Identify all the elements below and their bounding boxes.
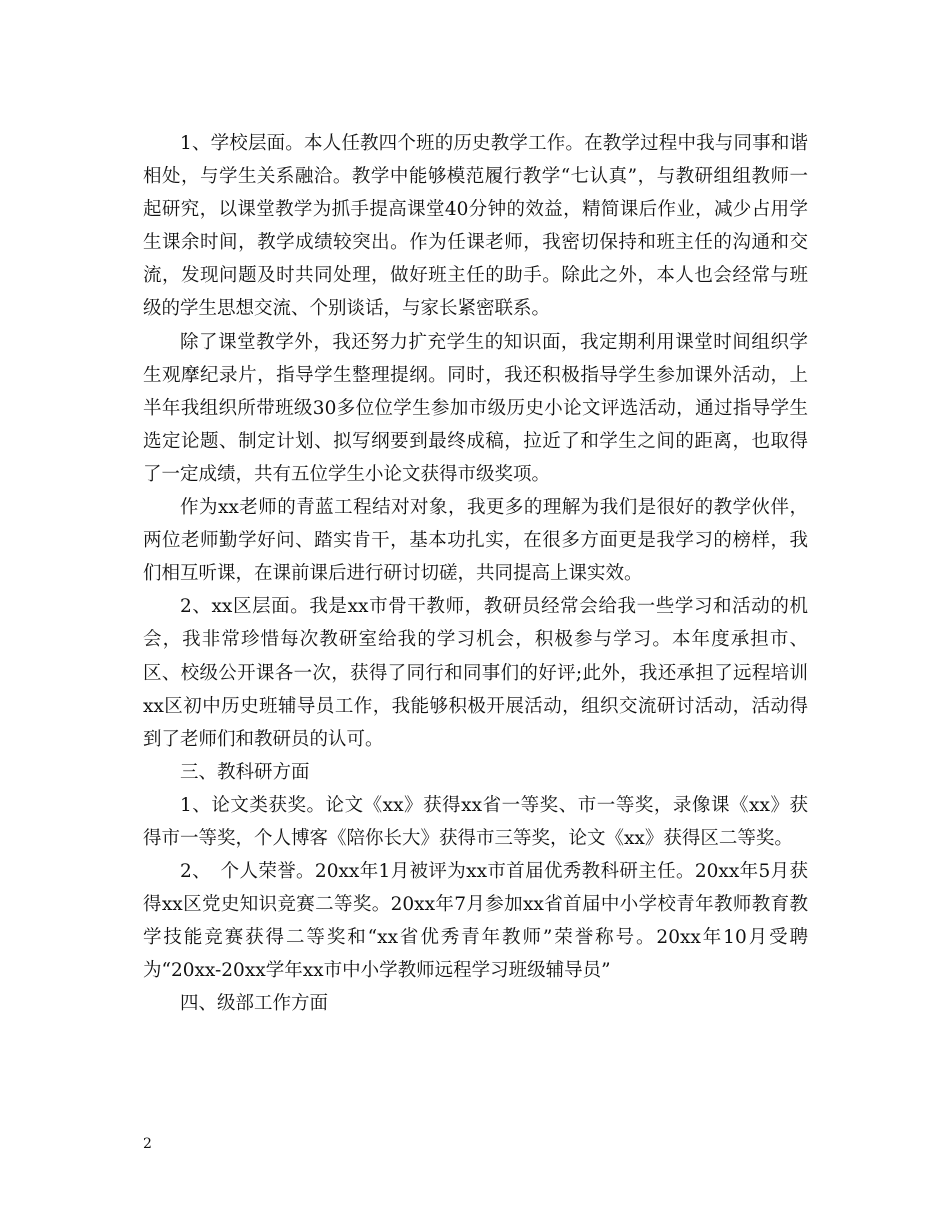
section-heading-research: 三、教科研方面 <box>180 761 310 783</box>
paragraph-extracurricular: 除了课堂教学外，我还努力扩充学生的知识面，我定期利用课堂时间组织学生观摩纪录片，指导学生整理提纲。同时，我还积极指导学生参加课外活动，上半年我组织所带班级30多位位学生参加市级历史小论文评选活动，通过指导学生选定论题、制定计划、拟写纲要到最终成稿，拉近了和学生之间的距离，也取得了一定成绩，共有五位学生小论文获得市级奖项。 <box>143 331 808 485</box>
page-number: 2 <box>143 1136 152 1152</box>
paragraph-district-level: 2、xx区层面。我是xx市骨干教师，教研员经常会给我一些学习和活动的机会，我非常珍惜每次教研室给我的学习机会，积极参与学习。本年度承担市、区、校级公开课各一次，获得了同行和同事们的好评;此外，我还承担了远程培训xx区初中历史班辅导员工作，我能够积极开展活动，组织交流研讨活动，活动得到了老师们和教研员的认可。 <box>143 596 808 750</box>
section-heading-grade-work: 四、级部工作方面 <box>180 993 329 1015</box>
document-body <box>143 127 808 1021</box>
paragraph-school-level: 1、学校层面。本人任教四个班的历史教学工作。在教学过程中我与同事和谐相处，与学生关系融洽。教学中能够模范履行教学“七认真”，与教研组组教师一起研究，以课堂教学为抓手提高课堂40分钟的效益，精简课后作业，减少占用学生课余时间，教学成绩较突出。作为任课老师，我密切保持和班主任的沟通和交流，发现问题及时共同处理，做好班主任的助手。除此之外，本人也会经常与班级的学生思想交流、个别谈话，与家长紧密联系。 <box>143 133 808 320</box>
paragraph-paper-awards: 1、论文类获奖。论文《xx》获得xx省一等奖、市一等奖，录像课《xx》获得市一等奖，个人博客《陪你长大》获得市三等奖，论文《xx》获得区二等奖。 <box>143 794 808 849</box>
paragraph-personal-honors: 2、 个人荣誉。20xx年1月被评为xx市首届优秀教科研主任。20xx年5月获得xx区党史知识竞赛二等奖。20xx年7月参加xx省首届中小学校青年教师教育教学技能竞赛获得二等奖和“xx省优秀青年教师”荣誉称号。20xx年10月受聘为“20xx-20xx学年xx市中小学教师远程学习班级辅导员” <box>143 861 808 982</box>
paragraph-mentorship: 作为xx老师的青蓝工程结对对象，我更多的理解为我们是很好的教学伙伴，两位老师勤学好问、踏实肯干，基本功扎实，在很多方面更是我学习的榜样，我们相互听课，在课前课后进行研讨切磋，共同提高上课实效。 <box>143 497 808 585</box>
